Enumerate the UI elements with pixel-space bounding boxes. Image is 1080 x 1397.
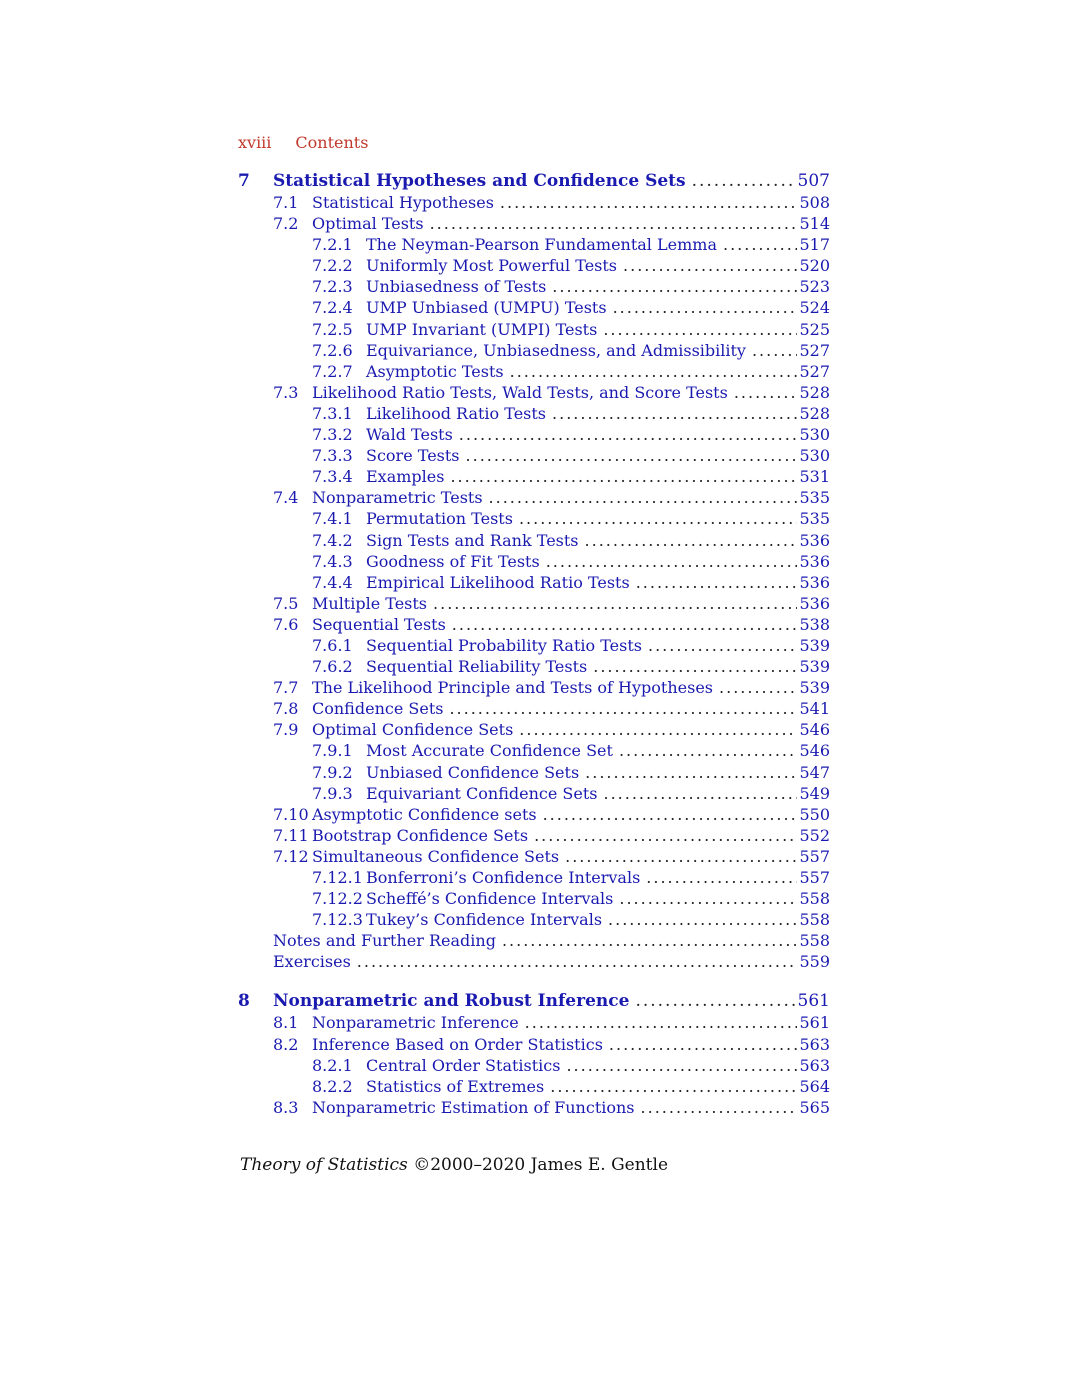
entry-page: 539: [799, 657, 830, 677]
leader-dots: [636, 572, 798, 593]
leader-dots: [593, 656, 797, 677]
leader-dots: [550, 1076, 797, 1097]
entry-title: Examples: [366, 467, 445, 487]
entry-title: Nonparametric Tests: [312, 488, 483, 508]
entry-title: Nonparametric Inference: [312, 1013, 519, 1033]
entry-title: Uniformly Most Powerful Tests: [366, 256, 618, 276]
entry-page: 564: [799, 1076, 830, 1096]
entry-page: 530: [799, 425, 830, 445]
leader-dots: [619, 740, 798, 761]
entry-number: 7.4: [273, 488, 299, 508]
toc-section[interactable]: [238, 951, 830, 972]
toc-subsection[interactable]: [238, 403, 830, 424]
toc-subsection[interactable]: [238, 909, 830, 930]
entry-page: 552: [799, 825, 830, 845]
entry-page: 546: [799, 720, 830, 740]
leader-dots: [734, 382, 798, 403]
entry-number: 7.5: [273, 593, 299, 613]
running-head: [238, 133, 368, 152]
toc-chapter: [238, 170, 830, 972]
copyright: ©2000–2020 James E. Gentle: [413, 1155, 669, 1175]
toc-subsection[interactable]: [238, 656, 830, 677]
toc-section[interactable]: [238, 677, 830, 698]
entry-number: 7.3: [273, 382, 299, 402]
entry-page: 527: [799, 340, 830, 360]
toc-section[interactable]: [238, 1034, 830, 1055]
entry-number: 7.12: [273, 846, 309, 866]
entry-number: 7.2: [273, 214, 299, 234]
toc-section[interactable]: [238, 1012, 830, 1033]
entry-title: UMP Unbiased (UMPU) Tests: [366, 298, 607, 318]
entry-page: 514: [799, 214, 830, 234]
entry-number: 7.9.2: [312, 762, 353, 782]
entry-page: 550: [799, 804, 830, 824]
entry-title: Statistics of Extremes: [366, 1076, 545, 1096]
entry-title: Equivariant Confidence Sets: [366, 783, 598, 803]
entry-number: 7.4.2: [312, 530, 353, 550]
entry-number: 8.2: [273, 1034, 299, 1054]
entry-title: Inference Based on Order Statistics: [312, 1034, 603, 1054]
toc-section[interactable]: [238, 192, 830, 213]
toc-subsection[interactable]: [238, 1055, 830, 1076]
chapter-title: Nonparametric and Robust Inference: [273, 991, 630, 1012]
entry-title: UMP Invariant (UMPI) Tests: [366, 319, 598, 339]
toc-subsection[interactable]: [238, 319, 830, 340]
entry-number: 7.4.4: [312, 572, 353, 592]
entry-number: 7.10: [273, 804, 309, 824]
entry-page: 536: [799, 572, 830, 592]
leader-dots: [619, 888, 797, 909]
toc-section[interactable]: [238, 614, 830, 635]
entry-page: 508: [799, 193, 830, 212]
leader-dots: [604, 783, 798, 804]
toc-subsection[interactable]: [238, 530, 830, 551]
leader-dots: [459, 424, 798, 445]
toc-section[interactable]: [238, 804, 830, 825]
toc-subsection[interactable]: [238, 297, 830, 318]
entry-page: 558: [799, 889, 830, 909]
entry-number: 8.2.1: [312, 1055, 353, 1075]
toc-subsection[interactable]: [238, 445, 830, 466]
leader-dots: [452, 614, 798, 635]
entry-title: The Neyman-Pearson Fundamental Lemma: [366, 235, 717, 255]
entry-title: Statistical Hypotheses: [312, 193, 494, 212]
toc-subsection[interactable]: [238, 466, 830, 487]
chapter-number: 8: [238, 991, 250, 1012]
entry-page: 561: [799, 1013, 830, 1033]
book-title: Theory of Statistics: [240, 1155, 408, 1175]
entry-page: 535: [799, 488, 830, 508]
entry-title: Asymptotic Confidence sets: [312, 804, 537, 824]
leader-dots: [648, 635, 797, 656]
entry-page: 565: [799, 1097, 830, 1117]
entry-title: Exercises: [273, 952, 351, 972]
entry-number: 7.12.3: [312, 910, 363, 930]
entry-page: 546: [799, 741, 830, 761]
entry-title: Tukey’s Confidence Intervals: [366, 910, 603, 930]
entry-page: 538: [799, 614, 830, 634]
page-number: xviii: [238, 133, 272, 152]
toc-subsection[interactable]: [238, 551, 830, 572]
toc-section[interactable]: [238, 593, 830, 614]
toc-subsection[interactable]: [238, 888, 830, 909]
entry-number: 7.12.1: [312, 868, 363, 887]
leader-dots: [719, 677, 797, 698]
entry-title: Permutation Tests: [366, 509, 513, 529]
entry-title: Bonferroni’s Confidence Intervals: [366, 868, 641, 887]
toc-section[interactable]: [238, 825, 830, 846]
entry-page: 535: [799, 509, 830, 529]
entry-title: Bootstrap Confidence Sets: [312, 825, 529, 845]
entry-title: Sequential Probability Ratio Tests: [366, 635, 642, 655]
entry-page: 536: [799, 530, 830, 550]
toc-subsection[interactable]: [238, 635, 830, 656]
leader-dots: [502, 930, 798, 951]
entry-title: Sequential Reliability Tests: [366, 657, 588, 677]
entry-title: Asymptotic Tests: [366, 361, 504, 381]
entry-title: Unbiasedness of Tests: [366, 277, 547, 297]
leader-dots: [543, 804, 798, 825]
entry-page: 558: [799, 931, 830, 951]
entry-title: Simultaneous Confidence Sets: [312, 846, 560, 866]
entry-number: 7.2.5: [312, 319, 353, 339]
leader-dots: [609, 1034, 798, 1055]
entry-page: 539: [799, 678, 830, 698]
entry-title: Score Tests: [366, 446, 460, 466]
leader-dots: [525, 1012, 798, 1033]
entry-title: Confidence Sets: [312, 699, 444, 719]
entry-page: 524: [799, 298, 830, 318]
entry-number: 7.2.3: [312, 277, 353, 297]
leader-dots: [565, 846, 797, 867]
leader-dots: [613, 297, 798, 318]
entry-number: 7.2.1: [312, 235, 353, 255]
entry-page: 531: [799, 467, 830, 487]
entry-number: 7.3.1: [312, 403, 353, 423]
leader-dots: [552, 403, 797, 424]
toc-subsection[interactable]: [238, 783, 830, 804]
entry-title: The Likelihood Principle and Tests of Hypotheses: [312, 678, 714, 698]
leader-dots: [603, 319, 797, 340]
entry-number: 7.3.3: [312, 446, 353, 466]
toc-section[interactable]: [238, 382, 830, 403]
entry-number: 7.9.3: [312, 783, 353, 803]
entry-page: 558: [799, 910, 830, 930]
entry-title: Likelihood Ratio Tests: [366, 403, 547, 423]
entry-title: Nonparametric Estimation of Functions: [312, 1097, 635, 1117]
toc-subsection[interactable]: [238, 424, 830, 445]
toc-subsection[interactable]: [238, 234, 830, 255]
entry-page: 525: [799, 319, 830, 339]
entry-title: Notes and Further Reading: [273, 931, 496, 951]
toc-section[interactable]: [238, 719, 830, 740]
leader-dots: [566, 1055, 797, 1076]
entry-number: 7.4.3: [312, 551, 353, 571]
entry-title: Most Accurate Confidence Set: [366, 741, 613, 761]
entry-number: 7.12.2: [312, 889, 363, 909]
leader-dots: [623, 255, 797, 276]
entry-title: Optimal Tests: [312, 214, 424, 234]
toc-section[interactable]: [238, 846, 830, 867]
entry-title: Central Order Statistics: [366, 1055, 561, 1075]
entry-number: 7.1: [273, 193, 299, 212]
leader-dots: [449, 698, 797, 719]
entry-page: 523: [799, 277, 830, 297]
leader-dots: [510, 361, 798, 382]
leader-dots: [723, 234, 797, 255]
entry-page: 547: [799, 762, 830, 782]
entry-page: 559: [799, 952, 830, 972]
chapter-title: Statistical Hypotheses and Confidence Sets: [273, 171, 686, 191]
entry-title: Sign Tests and Rank Tests: [366, 530, 579, 550]
leader-dots: [357, 951, 798, 972]
entry-number: 7.6.1: [312, 635, 353, 655]
entry-page: 557: [799, 868, 830, 887]
entry-number: 7.11: [273, 825, 309, 845]
entry-page: 541: [799, 699, 830, 719]
entry-number: 7.9: [273, 720, 299, 740]
entry-number: 8.1: [273, 1013, 299, 1033]
entry-page: 563: [799, 1034, 830, 1054]
entry-page: 520: [799, 256, 830, 276]
entry-page: 557: [799, 846, 830, 866]
entry-page: 517: [799, 235, 830, 255]
toc-chapter-heading[interactable]: [238, 170, 830, 192]
entry-page: 536: [799, 593, 830, 613]
leader-dots: [450, 466, 797, 487]
entry-number: 7.2.6: [312, 340, 353, 360]
toc-section[interactable]: [238, 1097, 830, 1118]
entry-number: 7.6: [273, 614, 299, 634]
entry-number: 7.3.4: [312, 467, 353, 487]
entry-number: 7.2.7: [312, 361, 353, 381]
entry-title: Empirical Likelihood Ratio Tests: [366, 572, 630, 592]
entry-number: 7.2.4: [312, 298, 353, 318]
leader-dots: [519, 508, 798, 529]
entry-page: 530: [799, 446, 830, 466]
toc-subsection[interactable]: [238, 1076, 830, 1097]
entry-page: 549: [799, 783, 830, 803]
leader-dots: [430, 213, 798, 234]
entry-number: 8.2.2: [312, 1076, 353, 1096]
entry-number: 7.6.2: [312, 657, 353, 677]
toc-chapter-heading[interactable]: [238, 990, 830, 1012]
leader-dots: [534, 825, 797, 846]
entry-title: Sequential Tests: [312, 614, 446, 634]
toc-chapter: [238, 990, 830, 1117]
toc-subsection[interactable]: [238, 508, 830, 529]
footer: [240, 1155, 668, 1175]
toc-subsection[interactable]: [238, 255, 830, 276]
entry-number: 7.9.1: [312, 741, 353, 761]
leader-dots: [519, 719, 797, 740]
toc-subsection[interactable]: [238, 276, 830, 297]
entry-number: 7.4.1: [312, 509, 353, 529]
toc-subsection[interactable]: [238, 762, 830, 783]
leader-dots: [546, 551, 798, 572]
entry-title: Likelihood Ratio Tests, Wald Tests, and Score Tests: [312, 382, 728, 402]
entry-title: Scheffé’s Confidence Intervals: [366, 889, 614, 909]
toc-subsection[interactable]: [238, 740, 830, 761]
entry-page: 539: [799, 635, 830, 655]
leader-dots: [585, 762, 797, 783]
entry-title: Wald Tests: [366, 425, 453, 445]
leader-dots: [489, 487, 798, 508]
entry-title: Equivariance, Unbiasedness, and Admissibility: [366, 340, 746, 360]
toc-section[interactable]: [238, 698, 830, 719]
chapter-page: 507: [797, 171, 830, 191]
entry-title: Goodness of Fit Tests: [366, 551, 540, 571]
toc-subsection[interactable]: [238, 340, 830, 361]
chapter-page: 561: [797, 991, 830, 1012]
entry-page: 528: [799, 382, 830, 402]
entry-page: 528: [799, 403, 830, 423]
leader-dots: [585, 530, 798, 551]
leader-dots: [433, 593, 797, 614]
entry-number: 8.3: [273, 1097, 299, 1117]
section-title: Contents: [295, 133, 369, 152]
leader-dots: [466, 445, 798, 466]
toc-subsection[interactable]: [238, 361, 830, 382]
entry-page: 527: [799, 361, 830, 381]
leader-dots: [752, 340, 797, 361]
leader-dots: [646, 867, 797, 888]
leader-dots: [608, 909, 797, 930]
leader-dots: [692, 170, 796, 192]
entry-title: Optimal Confidence Sets: [312, 720, 514, 740]
entry-number: 7.2.2: [312, 256, 353, 276]
table-of-contents: [238, 170, 830, 1136]
toc-subsection[interactable]: [238, 867, 830, 888]
toc-section[interactable]: [238, 930, 830, 951]
entry-title: Unbiased Confidence Sets: [366, 762, 580, 782]
toc-section[interactable]: [238, 213, 830, 234]
entry-number: 7.8: [273, 699, 299, 719]
entry-page: 536: [799, 551, 830, 571]
entry-number: 7.7: [273, 678, 299, 698]
leader-dots: [552, 276, 797, 297]
leader-dots: [500, 192, 798, 213]
entry-page: 563: [799, 1055, 830, 1075]
leader-dots: [641, 1097, 798, 1118]
leader-dots: [635, 990, 795, 1012]
chapter-number: 7: [238, 171, 250, 191]
entry-title: Multiple Tests: [312, 593, 428, 613]
toc-section[interactable]: [238, 487, 830, 508]
entry-number: 7.3.2: [312, 425, 353, 445]
toc-subsection[interactable]: [238, 572, 830, 593]
